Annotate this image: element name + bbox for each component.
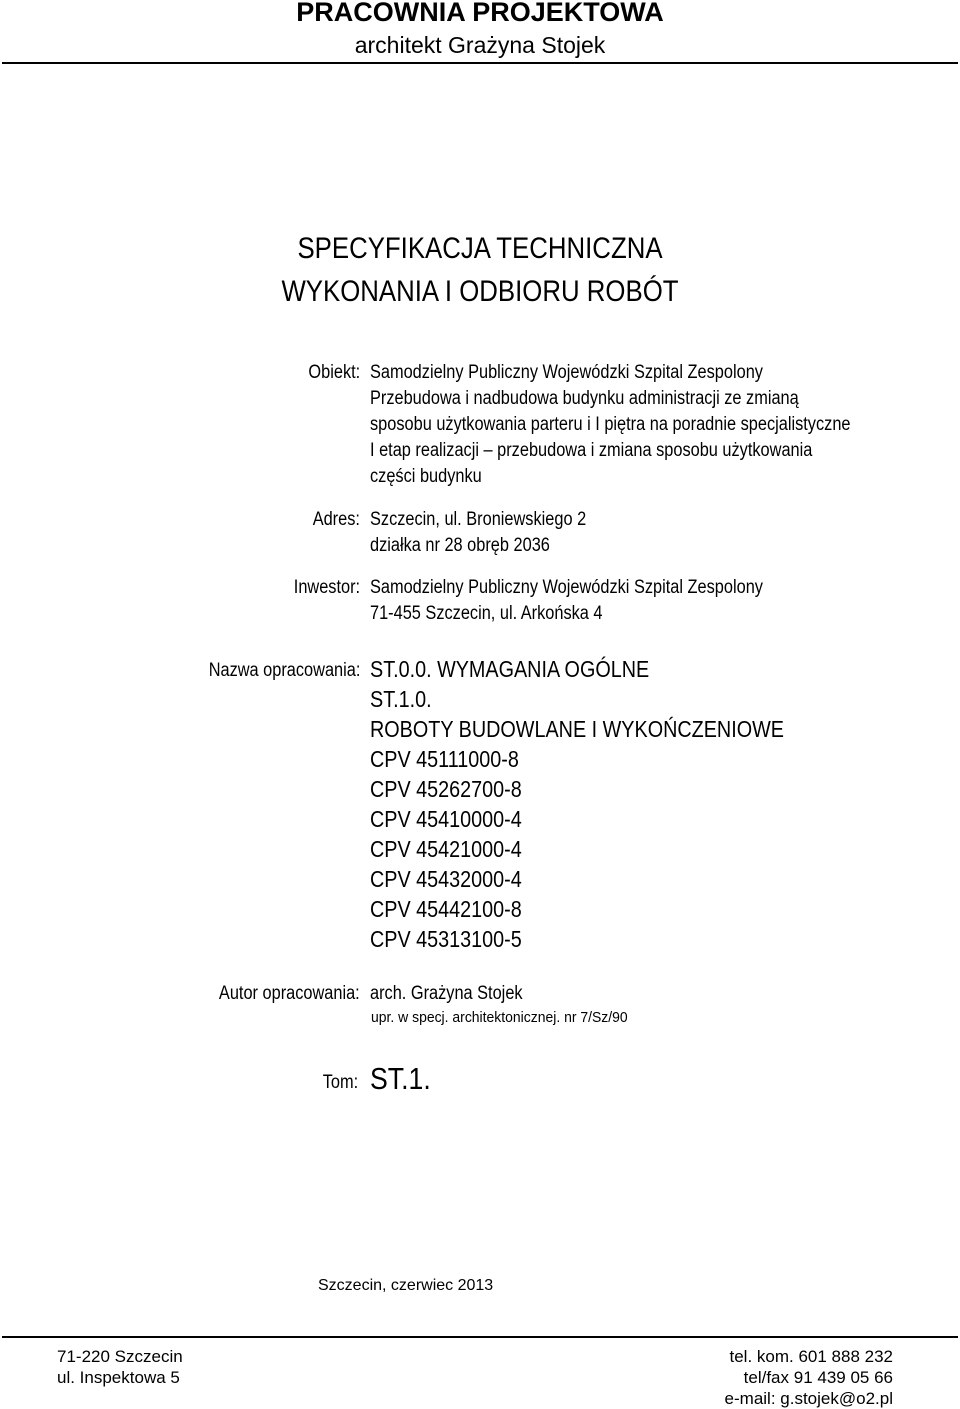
- company-name: PRACOWNIA PROJEKTOWA: [296, 0, 664, 27]
- nazwa-line-3: ROBOTY BUDOWLANE I WYKOŃCZENIOWE: [370, 716, 784, 742]
- place-date: Szczecin, czerwiec 2013: [318, 1277, 494, 1294]
- document-title-line-1: SPECYFIKACJA TECHNICZNA: [297, 232, 663, 265]
- inwestor-label: Inwestor:: [293, 577, 360, 598]
- obiekt-line-1: Samodzielny Publiczny Wojewódzki Szpital Zespolony: [370, 362, 763, 383]
- inwestor-line-1: Samodzielny Publiczny Wojewódzki Szpital Zespolony: [370, 577, 763, 598]
- cpv-code-3: CPV 45410000-4: [370, 806, 522, 832]
- obiekt-label: Obiekt:: [308, 362, 360, 383]
- autor-name: arch. Grażyna Stojek: [370, 983, 523, 1004]
- cpv-code-7: CPV 45313100-5: [370, 926, 522, 952]
- cpv-code-6: CPV 45442100-8: [370, 896, 522, 922]
- footer-divider: [2, 1336, 958, 1338]
- architect-name: architekt Grażyna Stojek: [354, 32, 606, 58]
- tom-value: ST.1.: [370, 1061, 431, 1096]
- footer-tel-fax: tel/fax 91 439 05 66: [743, 1368, 893, 1387]
- footer-address-city: 71-220 Szczecin: [57, 1347, 183, 1366]
- autor-license: upr. w specj. architektonicznej. nr 7/Sz/90: [371, 1009, 628, 1026]
- nazwa-line-1: ST.0.0. WYMAGANIA OGÓLNE: [370, 656, 650, 682]
- obiekt-line-4: I etap realizacji – przebudowa i zmiana sposobu użytkowania: [370, 440, 813, 461]
- obiekt-line-2: Przebudowa i nadbudowa budynku administracji ze zmianą: [370, 388, 799, 409]
- footer-mobile-phone: tel. kom. 601 888 232: [729, 1347, 893, 1366]
- tom-label: Tom:: [322, 1072, 358, 1093]
- footer-email: e-mail: g.stojek@o2.pl: [724, 1389, 893, 1408]
- adres-line-2: działka nr 28 obręb 2036: [370, 535, 550, 556]
- adres-label: Adres:: [312, 509, 360, 530]
- cpv-code-2: CPV 45262700-8: [370, 776, 522, 802]
- autor-label: Autor opracowania:: [219, 983, 360, 1004]
- obiekt-line-3: sposobu użytkowania parteru i I piętra na poradnie specjalistyczne: [370, 414, 851, 435]
- cpv-code-1: CPV 45111000-8: [370, 746, 519, 772]
- adres-line-1: Szczecin, ul. Broniewskiego 2: [370, 509, 587, 530]
- obiekt-line-5: części budynku: [370, 466, 482, 487]
- cpv-code-5: CPV 45432000-4: [370, 866, 522, 892]
- nazwa-label: Nazwa opracowania:: [208, 660, 360, 681]
- inwestor-line-2: 71-455 Szczecin, ul. Arkońska 4: [370, 603, 603, 624]
- header-divider: [2, 62, 958, 64]
- footer-address-street: ul. Inspektowa 5: [57, 1368, 180, 1387]
- nazwa-line-2: ST.1.0.: [370, 686, 432, 712]
- document-title-line-2: WYKONANIA I ODBIORU ROBÓT: [281, 275, 679, 308]
- cpv-code-4: CPV 45421000-4: [370, 836, 522, 862]
